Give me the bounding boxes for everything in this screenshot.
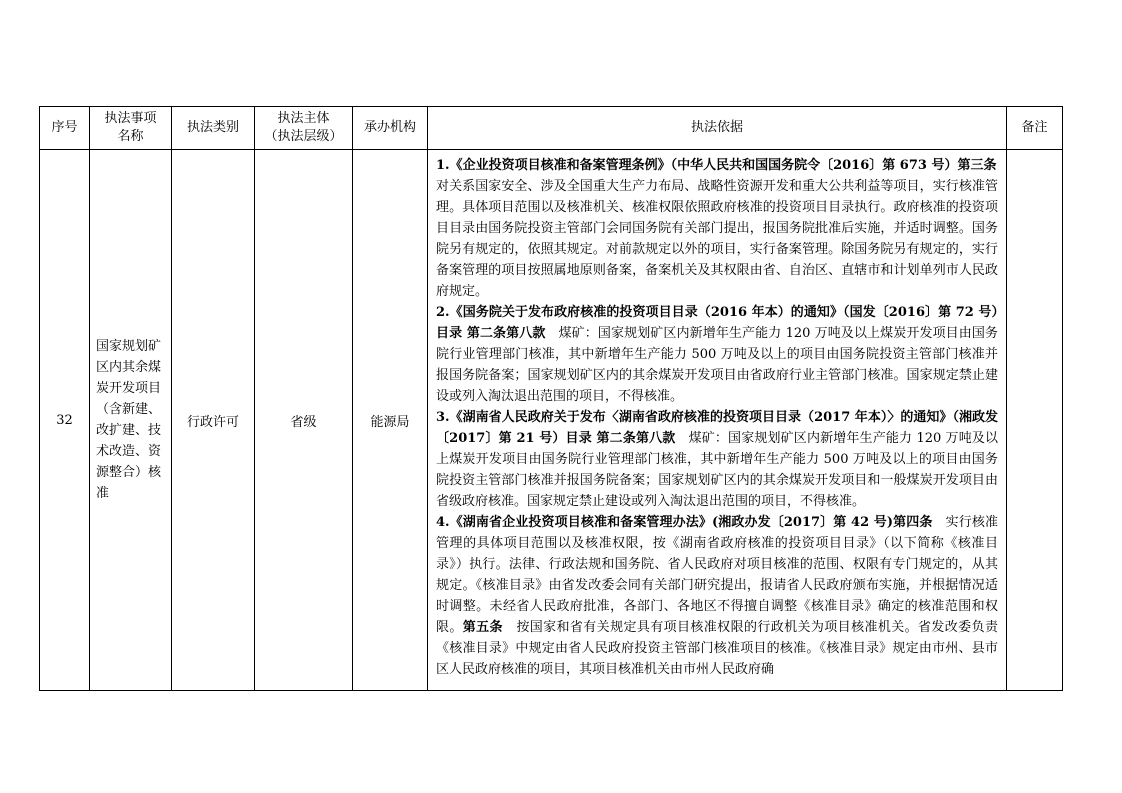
header-category: 执法类别 bbox=[172, 107, 255, 150]
basis-clause-4-title: 4.《湖南省企业投资项目核准和备案管理办法》(湘政办发〔2017〕第 42 号)第四条 bbox=[436, 515, 933, 530]
cell-basis bbox=[428, 150, 1010, 691]
header-name-line1: 执法事项 bbox=[104, 111, 157, 126]
cell-category: 行政许可 bbox=[172, 150, 255, 691]
basis-clause-4 bbox=[436, 512, 998, 680]
header-seq: 序号 bbox=[40, 107, 90, 150]
cell-remarks bbox=[1007, 150, 1063, 691]
header-basis: 执法依据 bbox=[428, 107, 1007, 150]
basis-clause-2 bbox=[436, 302, 998, 407]
table-row bbox=[40, 150, 1063, 691]
basis-clause-1 bbox=[436, 155, 1010, 302]
basis-clause-2-text: 煤矿：国家规划矿区内新增年生产能力 120 万吨及以上煤炭开发项目由国务院行业管理部门核准，其中新增年生产能力 500 万吨及以上的项目由国务院投资主管部门核准并报国务院备案；国家规划矿区内的其余煤炭开发项目由省政府行业主管部门核准。国家规定禁止建设或列入淘汰退出范围的项目，不得核准。 bbox=[436, 326, 998, 404]
basis-clause-2-title: 2.《国务院关于发布政府核准的投资项目目录（2016 年本）的通知》（国发〔2016〕第 72 号）目录 第二条第八款 bbox=[436, 305, 998, 341]
basis-clause-5-text: 按国家和省有关规定具有项目核准权限的行政机关为项目核准机关。省发改委负责《核准目录》中规定由省人民政府投资主管部门核准项目的核准。《核准目录》规定由市州、县市区人民政府核准的项目，其项目核准机关由市州人民政府确 bbox=[436, 620, 998, 677]
header-subject-line2: （执法层级） bbox=[264, 129, 343, 144]
header-name-line2: 名称 bbox=[117, 129, 144, 144]
basis-clause-4-text: 实行核准管理的具体项目范围以及核准权限，按《湖南省政府核准的投资项目目录》（以下简称《核准目录》）执行。法律、行政法规和国务院、省人民政府对项目核准的范围、权限有专门规定的，从其规定。《核准目录》由省发改委会同有关部门研究提出，报请省人民政府颁布实施，并根据情况适时调整。未经省人民政府批准，各部门、各地区不得擅自调整《核准目录》确定的核准范围和权限。 bbox=[436, 515, 998, 635]
header-remarks: 备注 bbox=[1007, 107, 1063, 150]
basis-clause-1-text: 对关系国家安全、涉及全国重大生产力布局、战略性资源开发和重大公共利益等项目，实行核准管理。具体项目范围以及核准机关、核准权限依照政府核准的投资项目目录执行。政府核准的投资项目目录由国务院投资主管部门会同国务院有关部门提出，报国务院批准后实施，并适时调整。国务院另有规定的，依照其规定。对前款规定以外的项目，实行备案管理。除国务院另有规定的，实行备案管理的项目按照属地原则备案，备案机关及其权限由省、自治区、直辖市和计划单列市人民政府规定。 bbox=[436, 158, 1010, 299]
cell-agency: 能源局 bbox=[353, 150, 428, 691]
cell-subject: 省级 bbox=[255, 150, 353, 691]
enforcement-table bbox=[39, 106, 1063, 691]
header-name bbox=[90, 107, 172, 150]
basis-clause-3 bbox=[436, 407, 998, 512]
basis-clause-1-title: 1.《企业投资项目核准和备案管理条例》（中华人民共和国国务院令〔2016〕第 673 号）第三条 bbox=[436, 158, 997, 173]
header-row bbox=[40, 107, 1063, 150]
header-subject-line1: 执法主体 bbox=[277, 111, 330, 126]
header-subject bbox=[255, 107, 353, 150]
basis-clause-3-title: 3.《湖南省人民政府关于发布〈湖南省政府核准的投资项目目录（2017 年本）〉的通知》（湘政发〔2017〕第 21 号）目录 第二条第八款 bbox=[436, 410, 998, 446]
basis-clause-3-text: 煤矿：国家规划矿区内新增年生产能力 120 万吨及以上煤炭开发项目由国务院行业管理部门核准，其中新增年生产能力 500 万吨及以上的项目由国务院投资主管部门核准并报国务院备案；国家规划矿区内的其余煤炭开发项目和一般煤炭开发项目由省级政府核准。国家规定禁止建设或列入淘汰退出范围的项目，不得核准。 bbox=[436, 431, 999, 509]
basis-clause-5-title: 第五条 bbox=[462, 620, 503, 635]
cell-item-name: 国家规划矿区内其余煤炭开发项目（含新建、改扩建、技术改造、资源整合）核准 bbox=[90, 150, 172, 691]
cell-seq: 32 bbox=[40, 150, 90, 691]
basis-text bbox=[436, 155, 1010, 683]
header-agency: 承办机构 bbox=[353, 107, 428, 150]
